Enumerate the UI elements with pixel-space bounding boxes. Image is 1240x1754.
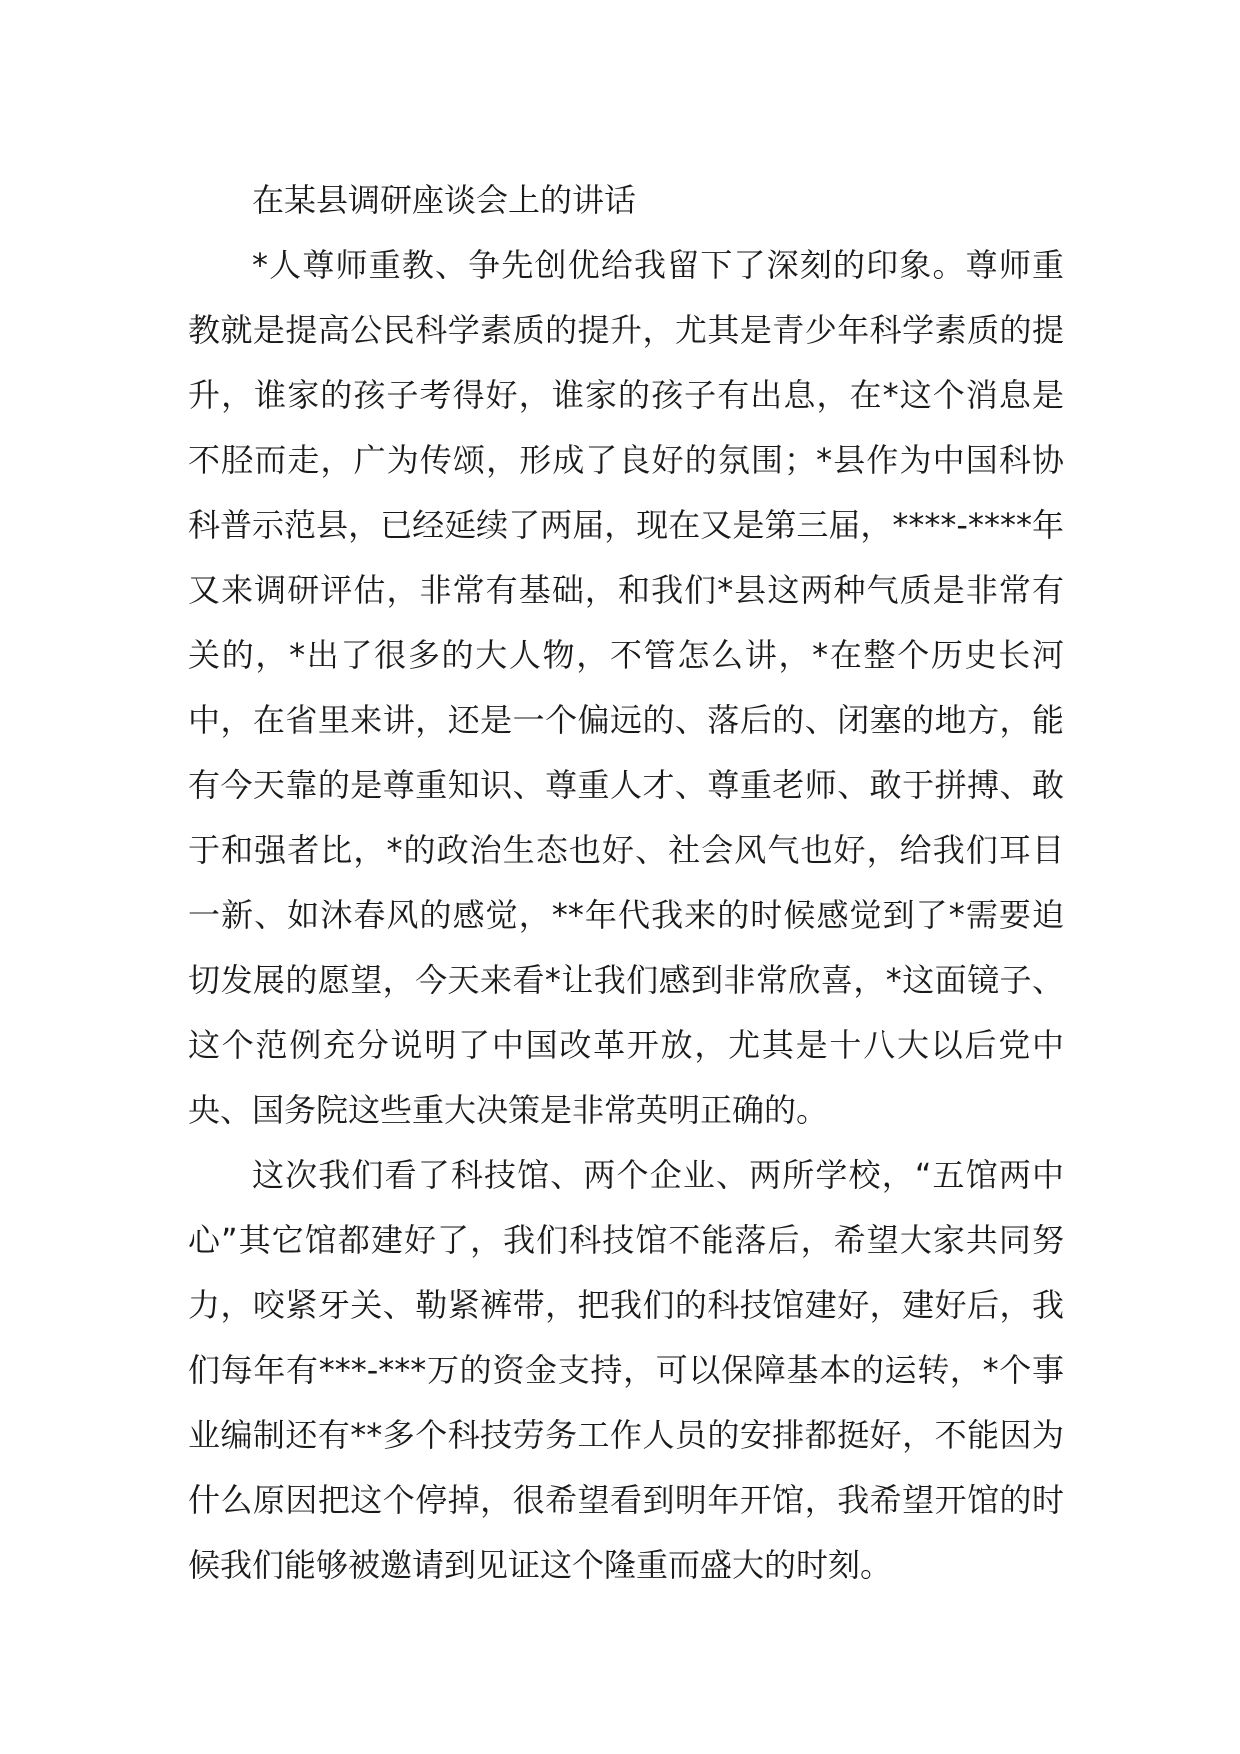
paragraph: 这次我们看了科技馆、两个企业、两所学校，“五馆两中心”其它馆都建好了，我们科技馆不能落后，希望大家共同努力，咬紧牙关、勒紧裤带，把我们的科技馆建好，建好后，我们每年有***-***万的资金支持，可以保障基本的运转，*个事业编制还有**多个科技劳务工作人员的安排都挺好，不能因为什么原因把这个停掉，很希望看到明年开馆，我希望开馆的时候我们能够被邀请到见证这个隆重而盛大的时刻。 <box>188 1156 1064 1584</box>
paragraph: *人尊师重教、争先创优给我留下了深刻的印象。尊师重教就是提高公民科学素质的提升，尤其是青少年科学素质的提升，谁家的孩子考得好，谁家的孩子有出息，在*这个消息是不胫而走，广为传颂，形成了良好的氛围；*县作为中国科协科普示范县，已经延续了两届，现在又是第三届，****-****年又来调研评估，非常有基础，和我们*县这两种气质是非常有关的，*出了很多的大人物，不管怎么讲，*在整个历史长河中，在省里来讲，还是一个偏远的、落后的、闭塞的地方，能有今天靠的是尊重知识、尊重人才、尊重老师、敢于拼搏、敢于和强者比，*的政治生态也好、社会风气也好，给我们耳目一新、如沐春风的感觉，**年代我来的时候感觉到了*需要迫切发展的愿望，今天来看*让我们感到非常欣喜，*这面镜子、这个范例充分说明了中国改革开放，尤其是十八大以后党中央、国务院这些重大决策是非常英明正确的。 <box>188 246 1064 1129</box>
document-body <box>188 168 1064 1598</box>
document-title: 在某县调研座谈会上的讲话 <box>252 181 637 219</box>
